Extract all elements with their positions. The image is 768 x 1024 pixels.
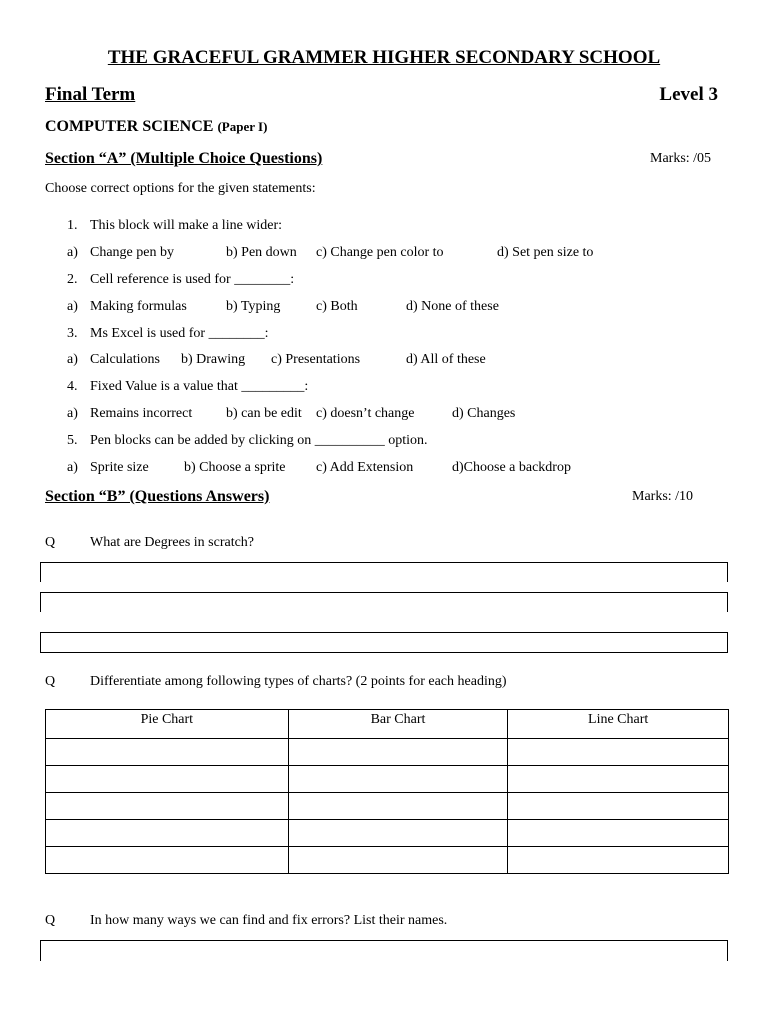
column-header-pie-chart: Pie Chart	[46, 710, 289, 739]
question-text: Ms Excel is used for ________:	[90, 326, 269, 341]
option-c: c) Add Extension	[316, 460, 414, 475]
option-b: b) can be edit	[226, 406, 302, 421]
question-text: Pen blocks can be added by clicking on __________ option.	[90, 433, 428, 448]
option-d: d) Set pen size to	[497, 245, 594, 260]
option-b: b) Choose a sprite	[184, 460, 286, 475]
option-a: Change pen by	[90, 245, 174, 260]
subject-name: COMPUTER SCIENCE	[45, 118, 214, 135]
table-cell[interactable]	[46, 820, 289, 847]
table-header-row	[46, 710, 729, 739]
option-d: d) None of these	[406, 299, 499, 314]
question-number: 3.	[67, 326, 78, 341]
table-row	[46, 766, 729, 793]
option-b: b) Drawing	[181, 352, 246, 367]
paper-label: (Paper I)	[217, 119, 268, 134]
table-cell[interactable]	[288, 820, 508, 847]
table-cell[interactable]	[288, 793, 508, 820]
question-label: Q	[45, 535, 56, 550]
table-cell[interactable]	[508, 739, 729, 766]
option-letter: a)	[67, 460, 78, 475]
question-number: 1.	[67, 218, 78, 233]
question-text: What are Degrees in scratch?	[90, 535, 255, 550]
option-letter: a)	[67, 299, 78, 314]
answer-line-2[interactable]	[40, 592, 728, 612]
table-cell[interactable]	[508, 766, 729, 793]
table-cell[interactable]	[46, 793, 289, 820]
section-a-instruction: Choose correct options for the given statements:	[45, 181, 316, 196]
question-text: Differentiate among following types of charts? (2 points for each heading)	[90, 674, 507, 689]
option-a: Making formulas	[90, 299, 187, 314]
section-b-marks: Marks: /10	[632, 489, 694, 504]
exam-level: Level 3	[659, 84, 718, 105]
table-row	[46, 820, 729, 847]
question-number: 5.	[67, 433, 78, 448]
exam-term: Final Term	[45, 84, 136, 105]
option-b: b) Pen down	[226, 245, 297, 260]
table-cell[interactable]	[508, 847, 729, 874]
question-label: Q	[45, 674, 56, 689]
subject-title	[45, 118, 267, 136]
section-b-title: Section “B” (Questions Answers)	[45, 488, 270, 505]
option-letter: a)	[67, 245, 78, 260]
section-a-marks: Marks: /05	[650, 151, 712, 166]
answer-line-4[interactable]	[40, 940, 728, 961]
table-row	[46, 739, 729, 766]
table-cell[interactable]	[46, 766, 289, 793]
option-c: c) Change pen color to	[316, 245, 444, 260]
table-cell[interactable]	[508, 820, 729, 847]
option-c: c) Presentations	[271, 352, 361, 367]
option-b: b) Typing	[226, 299, 281, 314]
table-row	[46, 847, 729, 874]
section-a-title: Section “A” (Multiple Choice Questions)	[45, 150, 323, 167]
school-name: THE GRACEFUL GRAMMER HIGHER SECONDARY SCHOOL	[107, 47, 661, 68]
option-letter: a)	[67, 406, 78, 421]
option-c: c) Both	[316, 299, 358, 314]
chart-comparison-table	[45, 709, 729, 874]
table-cell[interactable]	[46, 739, 289, 766]
answer-line-3[interactable]	[40, 632, 728, 653]
table-cell[interactable]	[288, 847, 508, 874]
question-number: 4.	[67, 379, 78, 394]
option-d: d) Changes	[452, 406, 516, 421]
table-cell[interactable]	[288, 766, 508, 793]
question-text: Cell reference is used for ________:	[90, 272, 295, 287]
question-text: Fixed Value is a value that _________:	[90, 379, 309, 394]
option-a: Calculations	[90, 352, 160, 367]
option-a: Remains incorrect	[90, 406, 193, 421]
answer-line-1[interactable]	[40, 562, 728, 582]
table-cell[interactable]	[508, 793, 729, 820]
option-letter: a)	[67, 352, 78, 367]
question-text: In how many ways we can find and fix errors? List their names.	[90, 913, 448, 928]
question-label: Q	[45, 913, 56, 928]
table-cell[interactable]	[46, 847, 289, 874]
table-row	[46, 793, 729, 820]
option-a: Sprite size	[90, 460, 149, 475]
option-d: d) All of these	[406, 352, 486, 367]
option-d: d)Choose a backdrop	[452, 460, 571, 475]
column-header-bar-chart: Bar Chart	[288, 710, 508, 739]
question-text: This block will make a line wider:	[90, 218, 283, 233]
table-cell[interactable]	[288, 739, 508, 766]
column-header-line-chart: Line Chart	[508, 710, 729, 739]
question-number: 2.	[67, 272, 78, 287]
option-c: c) doesn’t change	[316, 406, 415, 421]
